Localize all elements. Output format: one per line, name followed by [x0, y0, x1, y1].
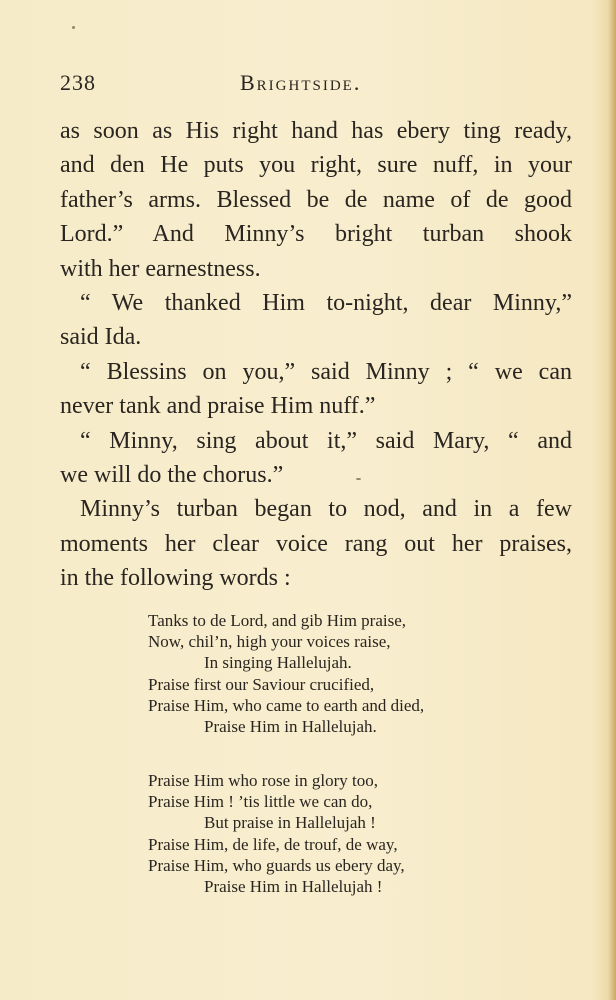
prose-line: moments her clear voice rang out her praises,: [60, 530, 572, 557]
prose-line: and den He puts you right, sure nuff, in your: [60, 152, 572, 179]
refrain-line: But praise in Hallelujah !: [204, 813, 376, 833]
ink-speck: [72, 26, 75, 29]
poem-stanza-2: [148, 770, 538, 897]
prose-line: “ Minny, sing about it,” said Mary, “ and: [80, 427, 572, 454]
verse-line: Praise Him who rose in glory too,: [148, 771, 378, 790]
prose-line: said Ida.: [60, 324, 142, 351]
prose-line: “ Blessins on you,” said Minny ; “ we can: [80, 358, 572, 385]
poem-stanza-1: [148, 610, 538, 737]
page-number: 238: [60, 70, 96, 95]
verse-line: Praise Him, who guards us ebery day,: [148, 855, 405, 875]
refrain-line: Praise Him in Hallelujah.: [204, 717, 377, 737]
prose-line: in the following words :: [60, 565, 291, 592]
prose-line: with her earnestness.: [60, 255, 261, 282]
refrain-line: In singing Hallelujah.: [204, 653, 352, 673]
verse-line: Praise first our Saviour crucified,: [148, 674, 375, 694]
verse-line: Now, chil’n, high your voices raise,: [148, 632, 391, 652]
verse-line: Tanks to de Lord, and gib Him praise,: [148, 611, 407, 630]
page-edge-shadow: [608, 0, 616, 1000]
prose-line: as soon as His right hand has ebery ting ready,: [60, 118, 572, 144]
verse-line: Praise Him, de life, de trouf, de way,: [148, 834, 398, 854]
page-header: [60, 70, 560, 106]
prose-line: we will do the chorus.”: [60, 462, 284, 489]
verse-line: Praise Him, who came to earth and died,: [148, 695, 425, 715]
prose-line: “ We thanked Him to-night, dear Minny,”: [80, 290, 572, 317]
prose-line: father’s arms. Blessed be de name of de good: [60, 186, 572, 213]
prose-line: Minny’s turban began to nod, and in a few: [80, 496, 572, 523]
prose-line: Lord.” And Minny’s bright turban shook: [60, 221, 572, 248]
refrain-line: Praise Him in Hallelujah !: [204, 877, 383, 897]
running-title: Brightside.: [240, 70, 362, 95]
prose-line: never tank and praise Him nuff.”: [60, 393, 376, 420]
prose-body: [60, 114, 572, 596]
verse-line: Praise Him ! ’tis little we can do,: [148, 792, 373, 812]
